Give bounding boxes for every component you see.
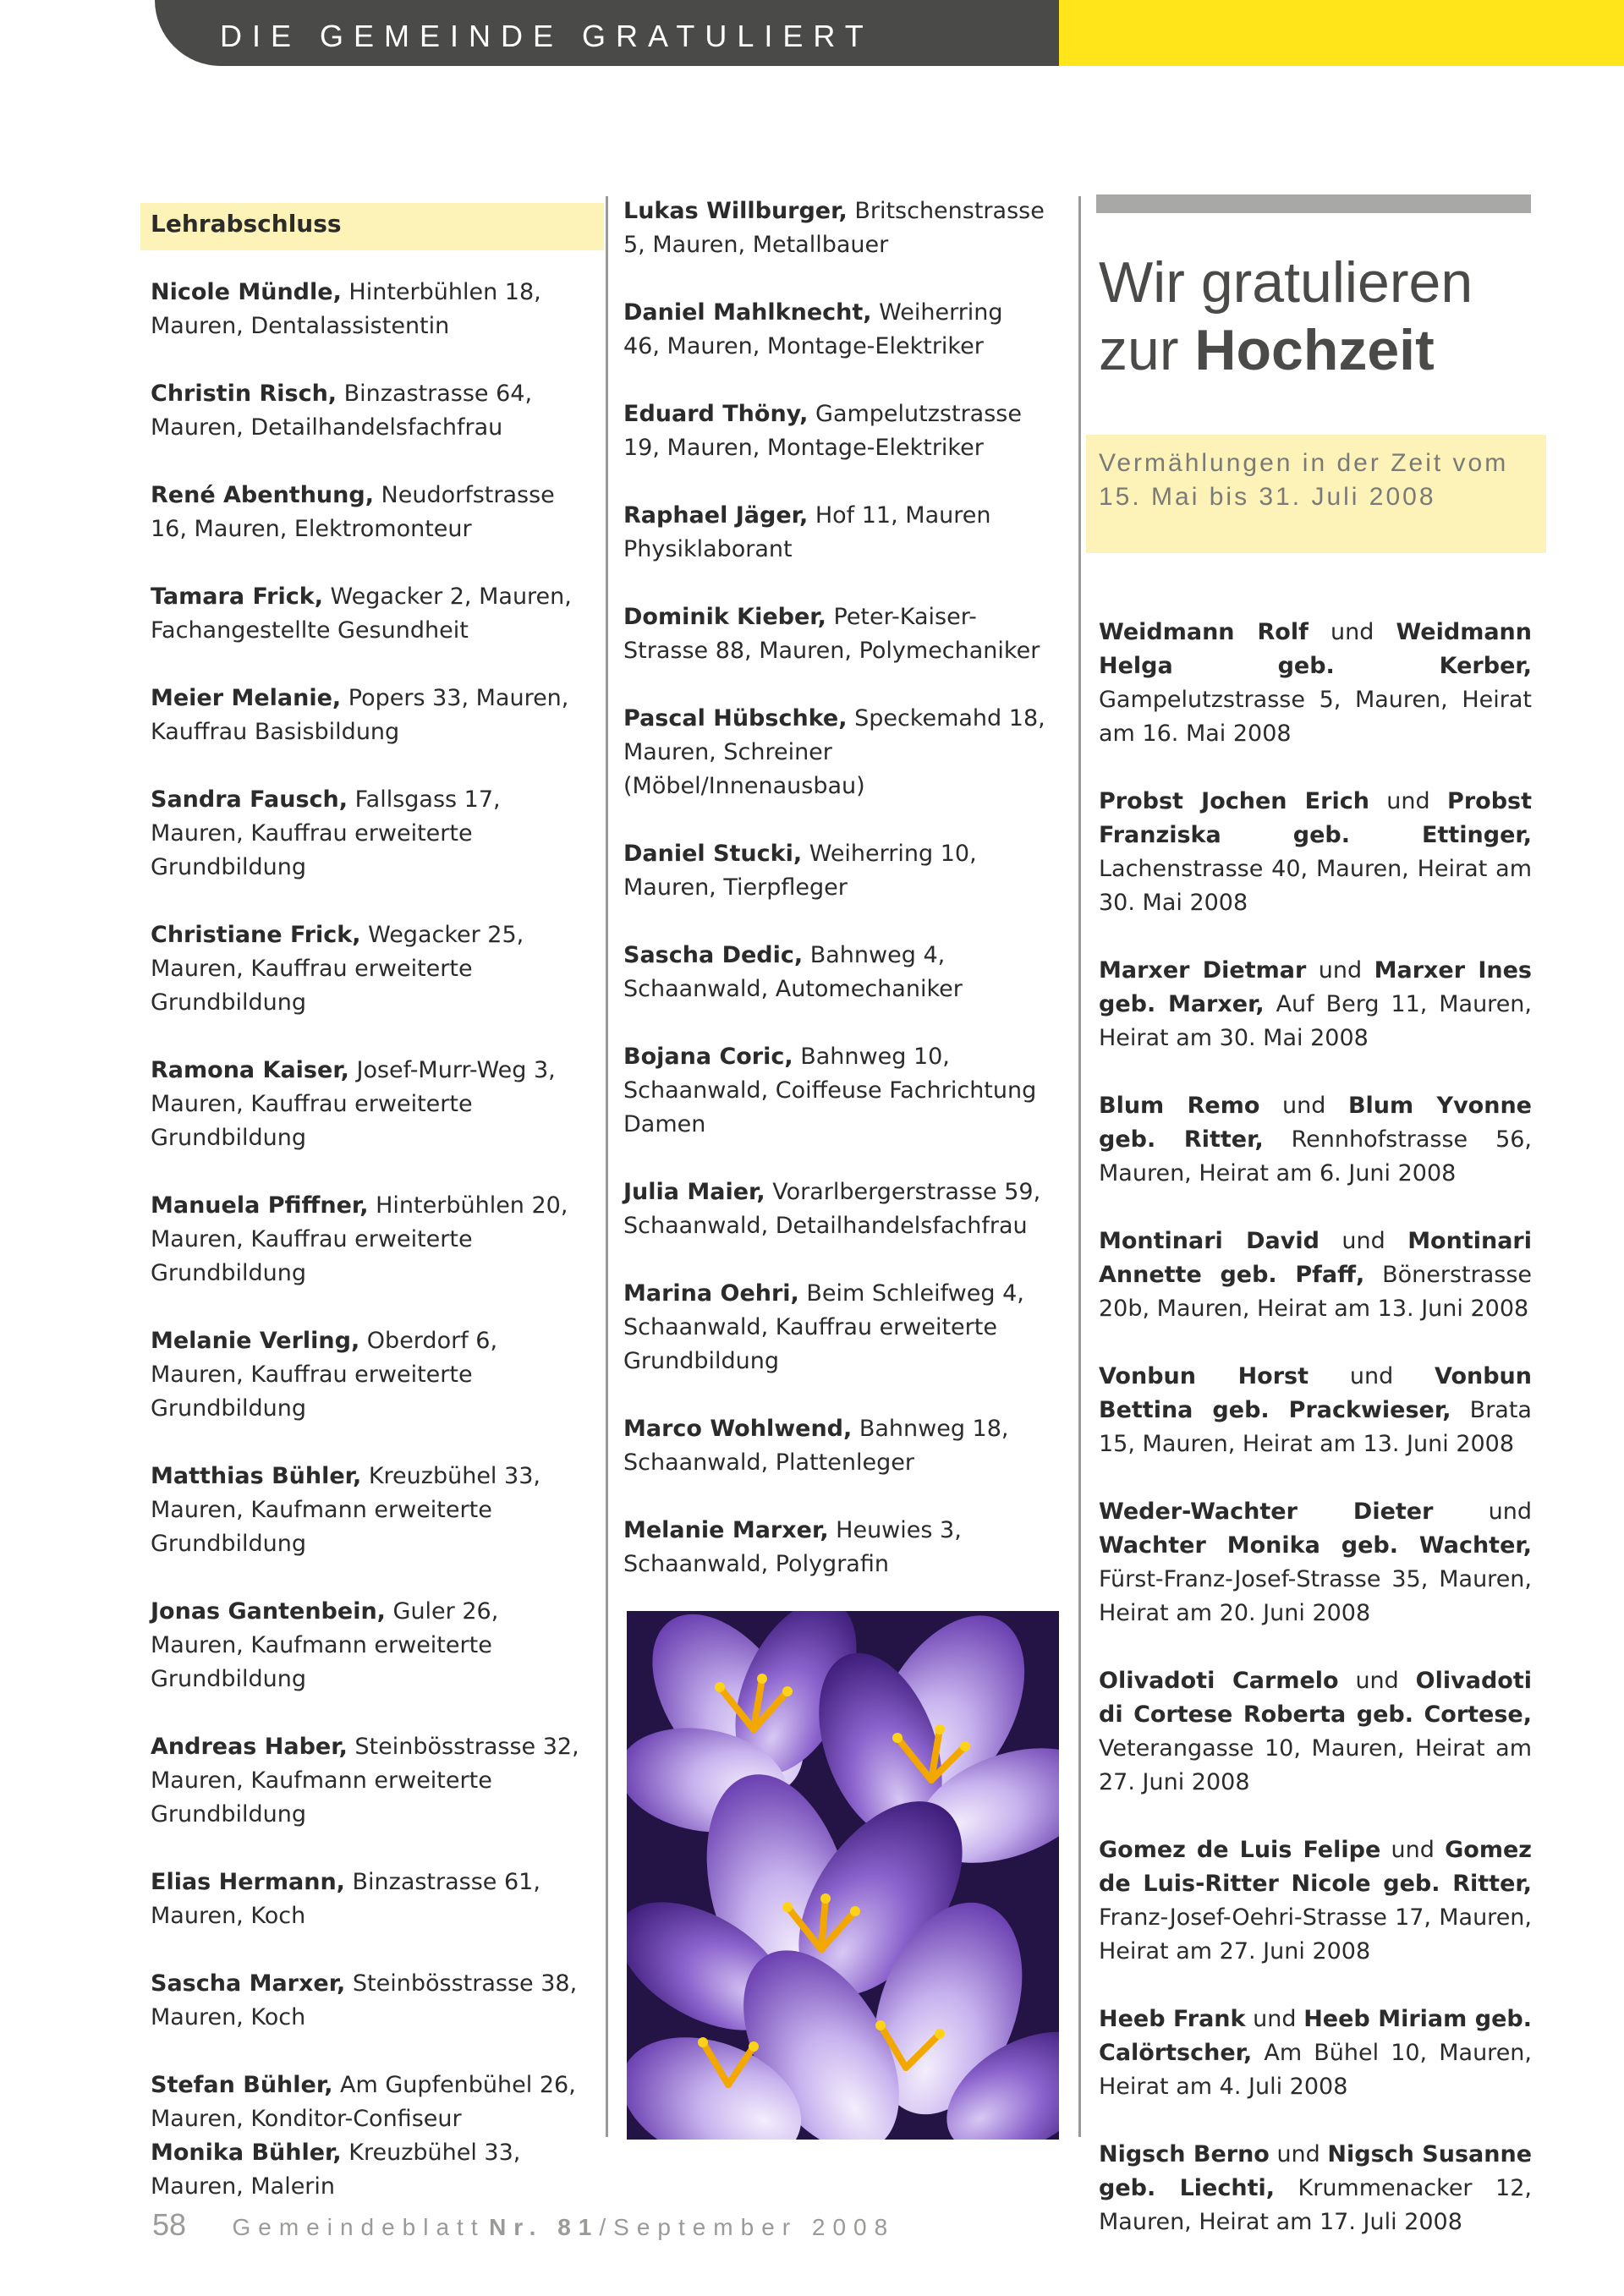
list-item: Andreas Haber, Steinbösstrasse 32, Mauren, Kaufmann erweiterte Grundbildung: [151, 1734, 579, 1827]
issue-date: /September 2008: [599, 2214, 896, 2240]
list-item: Sandra Fausch, Fallsgass 17, Mauren, Kauffrau erweiterte Grundbildung: [151, 786, 501, 880]
header-title: DIE GEMEINDE GRATULIERT: [220, 19, 874, 53]
list-item: Olivadoti Carmelo und Olivadoti di Cortese Roberta geb. Cortese, Veterangasse 10, Mauren, Heirat am 27. Juni 2008: [1099, 1668, 1532, 1795]
list-item: René Abenthung, Neudorfstrasse 16, Mauren, Elektromonteur: [151, 482, 555, 542]
list-item: Elias Hermann, Binzastrasse 61, Mauren, Koch: [151, 1869, 540, 1929]
list-item: Daniel Stucki, Weiherring 10, Mauren, Tierpfleger: [623, 841, 977, 901]
list-item: Montinari David und Montinari Annette geb. Pfaff, Bönerstrasse 20b, Mauren, Heirat am 13. Juni 2008: [1099, 1228, 1532, 1322]
apprentice-list-col2: [623, 195, 1046, 1615]
list-item: Meier Melanie, Popers 33, Mauren, Kauffrau Basisbildung: [151, 685, 569, 745]
list-item: Marina Oehri, Beim Schleifweg 4, Schaanwald, Kauffrau erweiterte Grundbildung: [623, 1280, 1024, 1374]
issue-prefix: Nr.: [489, 2214, 558, 2240]
publication-name: Gemeindeblatt: [232, 2214, 486, 2240]
list-item: Weidmann Rolf und Weidmann Helga geb. Kerber, Gampelutzstrasse 5, Mauren, Heirat am 16. Mai 2008: [1099, 619, 1532, 747]
list-item: Monika Bühler, Kreuzbühel 33, Mauren, Malerin: [151, 2140, 521, 2200]
list-item: Daniel Mahlknecht, Weiherring 46, Mauren, Montage-Elektriker: [623, 299, 1003, 359]
list-item: Bojana Coric, Bahnweg 10, Schaanwald, Coiffeuse Fachrichtung Damen: [623, 1044, 1037, 1137]
apprentice-list-col1: [151, 276, 590, 2204]
list-item: Pascal Hübschke, Speckemahd 18, Mauren, Schreiner (Möbel/Innenausbau): [623, 705, 1045, 799]
column-divider-2: [1078, 196, 1081, 2137]
list-item: Jonas Gantenbein, Guler 26, Mauren, Kaufmann erweiterte Grundbildung: [151, 1598, 499, 1692]
header-accent: [1059, 0, 1624, 66]
column-divider-1: [606, 196, 608, 2137]
list-item: Julia Maier, Vorarlbergerstrasse 59, Schaanwald, Detailhandelsfachfrau: [623, 1179, 1041, 1239]
list-item: Matthias Bühler, Kreuzbühel 33, Mauren, Kaufmann erweiterte Grundbildung: [151, 1463, 540, 1557]
issue-number: 81: [557, 2214, 600, 2240]
list-item: Weder-Wachter Dieter und Wachter Monika geb. Wachter, Fürst-Franz-Josef-Strasse 35, Mauren, Heirat am 20. Juni 2008: [1099, 1499, 1532, 1626]
crocus-flower-photo: [627, 1611, 1059, 2140]
list-item: Ramona Kaiser, Josef-Murr-Weg 3, Mauren, Kauffrau erweiterte Grundbildung: [151, 1057, 556, 1151]
list-item: Dominik Kieber, Peter-Kaiser-Strasse 88, Mauren, Polymechaniker: [623, 604, 1040, 664]
list-item: Lukas Willburger, Britschenstrasse 5, Mauren, Metallbauer: [623, 198, 1045, 258]
section-accent-bar: [1096, 195, 1531, 213]
list-item: Christiane Frick, Wegacker 25, Mauren, Kauffrau erweiterte Grundbildung: [151, 922, 524, 1016]
list-item: Nigsch Berno und Nigsch Susanne geb. Liechti, Krummenacker 12, Mauren, Heirat am 17. Juli 2008: [1099, 2141, 1532, 2235]
list-item: Stefan Bühler, Am Gupfenbühel 26, Mauren, Konditor-Confiseur: [151, 2072, 576, 2132]
list-item: Marco Wohlwend, Bahnweg 18, Schaanwald, Plattenleger: [623, 1416, 1009, 1476]
list-item: Probst Jochen Erich und Probst Franziska geb. Ettinger, Lachenstrasse 40, Mauren, Heirat am 30. Mai 2008: [1099, 788, 1533, 916]
wedding-subtitle: Vermählungen in der Zeit vom 15. Mai bis 31. Juli 2008: [1099, 449, 1509, 511]
list-item: Blum Remo und Blum Yvonne geb. Ritter, Rennhofstrasse 56, Mauren, Heirat am 6. Juni 2008: [1099, 1093, 1533, 1186]
list-item: Gomez de Luis Felipe und Gomez de Luis-Ritter Nicole geb. Ritter, Franz-Josef-Oehri-Strasse 17, Mauren, Heirat am 27. Juni 2008: [1099, 1837, 1532, 1964]
list-item: Melanie Verling, Oberdorf 6, Mauren, Kauffrau erweiterte Grundbildung: [151, 1328, 498, 1422]
wedding-heading-line2: zur Hochzeit: [1099, 318, 1435, 382]
list-item: Marxer Dietmar und Marxer Ines geb. Marxer, Auf Berg 11, Mauren, Heirat am 30. Mai 2008: [1099, 957, 1532, 1051]
wedding-list: [1099, 616, 1532, 2239]
page-number: 58: [152, 2207, 187, 2242]
list-item: Eduard Thöny, Gampelutzstrasse 19, Mauren, Montage-Elektriker: [623, 401, 1022, 461]
list-item: Nicole Mündle, Hinterbühlen 18, Mauren, Dentalassistentin: [151, 279, 541, 339]
list-item: Manuela Pfiffner, Hinterbühlen 20, Mauren, Kauffrau erweiterte Grundbildung: [151, 1192, 568, 1286]
list-item: Tamara Frick, Wegacker 2, Mauren, Fachangestellte Gesundheit: [151, 584, 572, 644]
section-heading-lehrabschluss: [140, 203, 604, 250]
list-item: Heeb Frank und Heeb Miriam geb. Calörtscher, Am Bühel 10, Mauren, Heirat am 4. Juli 2008: [1099, 2006, 1532, 2100]
wedding-subtitle-box: [1086, 435, 1546, 553]
list-item: Christin Risch, Binzastrasse 64, Mauren, Detailhandelsfachfrau: [151, 381, 533, 441]
list-item: Melanie Marxer, Heuwies 3, Schaanwald, Polygrafin: [623, 1517, 962, 1577]
list-item: Raphael Jäger, Hof 11, Mauren Physiklaborant: [623, 502, 991, 562]
list-item: Vonbun Horst und Vonbun Bettina geb. Prackwieser, Brata 15, Mauren, Heirat am 13. Juni 2008: [1099, 1363, 1532, 1457]
wedding-heading: [1099, 249, 1473, 384]
section-heading-text: Lehrabschluss: [151, 210, 342, 238]
list-item: Sascha Dedic, Bahnweg 4, Schaanwald, Automechaniker: [623, 942, 963, 1002]
wedding-heading-line1: Wir gratulieren: [1099, 250, 1473, 315]
page-footer: [152, 2207, 895, 2243]
list-item: Sascha Marxer, Steinbösstrasse 38, Mauren, Koch: [151, 1970, 578, 2030]
